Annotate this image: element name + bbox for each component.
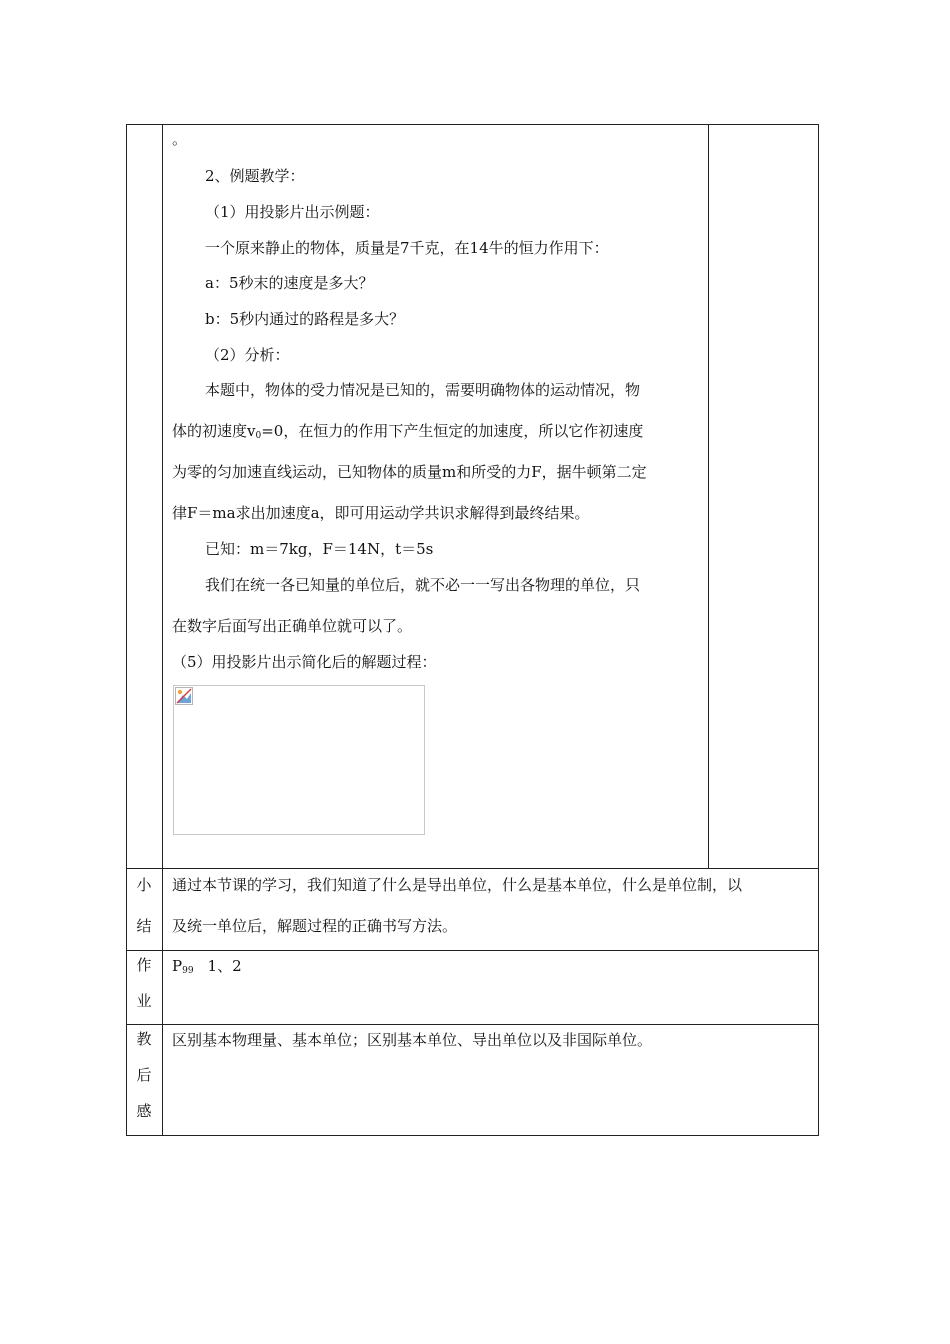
analysis-line-2 xyxy=(172,421,643,446)
step-5-heading: （5）用投影片出示简化后的解题过程： xyxy=(172,653,437,671)
reflection-label-char-2: 后 xyxy=(136,1066,152,1084)
homework-label-char-2: 业 xyxy=(136,992,152,1010)
homework-items: 1、2 xyxy=(207,957,242,975)
known-values: 已知：m＝7kg，F＝14N，t＝5s xyxy=(205,540,434,558)
summary-text-line-2: 及统一单位后，解题过程的正确书写方法。 xyxy=(172,917,458,935)
analysis-line-2-end: =0，在恒力的作用下产生恒定的加速度，所以它作初速度 xyxy=(261,422,644,440)
table-row-divider-2 xyxy=(126,950,819,951)
summary-text-line-1: 通过本节课的学习，我们知道了什么是导出单位，什么是基本单位，什么是单位制，以 xyxy=(172,876,743,894)
broken-image-icon xyxy=(175,687,193,705)
example-problem-text: 一个原来静止的物体，质量是7千克，在14牛的恒力作用下： xyxy=(205,239,609,257)
units-note-line-1: 我们在统一各已知量的单位后，就不必一一写出各物理的单位，只 xyxy=(205,576,641,594)
analysis-line-3: 为零的匀加速直线运动，已知物体的质量m和所受的力F，据牛顿第二定 xyxy=(172,463,647,481)
units-note-line-2: 在数字后面写出正确单位就可以了。 xyxy=(172,617,413,635)
reflection-label-char-1: 教 xyxy=(136,1030,152,1048)
step-2-heading: （2）分析： xyxy=(205,346,290,364)
analysis-line-4: 律F＝ma求出加速度a，即可用运动学共识求解得到最终结果。 xyxy=(172,504,590,522)
analysis-line-1: 本题中，物体的受力情况是已知的，需要明确物体的运动情况，物 xyxy=(205,381,641,399)
homework-assignment xyxy=(172,956,242,981)
question-a: a：5秒末的速度是多大？ xyxy=(205,274,374,292)
summary-label-char-1: 小 xyxy=(136,876,152,894)
table-label-column-divider xyxy=(162,124,163,1136)
table-row-divider-1 xyxy=(126,868,819,869)
leftover-punctuation: 。 xyxy=(172,130,188,148)
table-top-border xyxy=(126,124,819,125)
summary-label-char-2: 结 xyxy=(136,917,152,935)
homework-page-letter: P xyxy=(172,957,183,975)
table-bottom-border xyxy=(126,1135,819,1136)
reflection-label-char-3: 感 xyxy=(136,1102,152,1120)
table-row-divider-3 xyxy=(126,1024,819,1025)
homework-label-char-1: 作 xyxy=(136,956,152,974)
table-right-border xyxy=(818,124,819,1136)
question-b: b：5秒内通过的路程是多大？ xyxy=(205,310,405,328)
analysis-line-2-start: 体的初速度v xyxy=(172,422,256,440)
reflection-text: 区别基本物理量、基本单位；区别基本单位、导出单位以及非国际单位。 xyxy=(172,1031,653,1049)
table-notes-column-divider xyxy=(708,124,709,869)
velocity-subscript: 0 xyxy=(255,431,262,441)
solution-image-placeholder xyxy=(173,685,425,835)
homework-page-number: 99 xyxy=(182,966,194,976)
section-heading-example: 2、例题教学： xyxy=(205,167,305,185)
table-left-border xyxy=(126,124,127,1136)
step-1-heading: （1）用投影片出示例题： xyxy=(205,203,380,221)
